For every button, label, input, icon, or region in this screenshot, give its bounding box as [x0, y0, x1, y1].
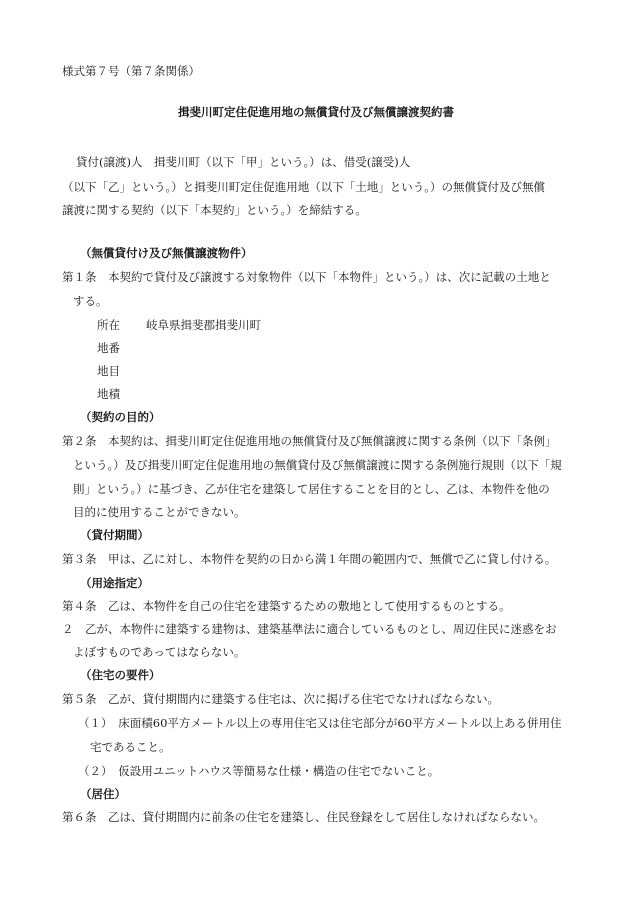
preamble-line-3: 譲渡に関する契約（以下「本契約」という。）を締結する。 [62, 203, 367, 217]
article-5-line-1: 第５条 乙が、貸付期間内に建築する住宅は、次に掲げる住宅でなければならない。 [62, 692, 499, 706]
section-heading-4: （用途指定） [80, 576, 149, 590]
section-heading-3: （貸付期間） [80, 528, 149, 542]
property-category-label: 地目 [97, 364, 120, 378]
form-number-label: 様式第７号（第７条関係） [62, 64, 200, 78]
article-4-paragraph-2-line-2: よぼすものであってはならない。 [73, 645, 246, 659]
article-2-line-4: 目的に使用することができない。 [73, 505, 246, 519]
property-location-label: 所在 [97, 318, 120, 332]
property-lot-label: 地番 [97, 341, 120, 355]
section-heading-1: （無償貸付け及び無償譲渡物件） [80, 246, 253, 260]
article-3-line-1: 第３条 甲は、乙に対し、本物件を契約の日から満１年間の範囲内で、無償で乙に貸し付ける。 [62, 552, 557, 566]
article-5-item-1-line-1: （１） 床面積60平方メートル以上の専用住宅又は住宅部分が60平方メートル以上ある併用住 [78, 716, 562, 730]
article-2-line-3: 則」という。）に基づき、乙が住宅を建築して居住することを目的とし、乙は、本物件を他の [73, 482, 550, 496]
preamble-line-2: （以下「乙」という。）と揖斐川町定住促進用地（以下「土地」という。）の無償貸付及び無償 [62, 180, 545, 194]
article-2-line-1: 第２条 本契約は、揖斐川町定住促進用地の無償貸付及び無償譲渡に関する条例（以下「条例」 [62, 434, 557, 448]
preamble-line-1: 貸付(譲渡)人 揖斐川町（以下「甲」という。）は、借受(譲受)人 [76, 155, 411, 169]
article-1-line-2: する。 [73, 294, 108, 308]
property-location-value: 岐阜県揖斐郡揖斐川町 [146, 318, 261, 332]
section-heading-2: （契約の目的） [80, 410, 161, 424]
document-title: 揖斐川町定住促進用地の無償貸付及び無償譲渡契約書 [178, 105, 454, 119]
section-heading-6: （居住） [80, 787, 126, 801]
article-2-line-2: という。）及び揖斐川町定住促進用地の無償貸付及び無償譲渡に関する条例施行規則（以下「規 [73, 458, 562, 472]
article-6-line-1: 第６条 乙は、貸付期間内に前条の住宅を建築し、住民登録をして居住しなければならない。 [62, 810, 545, 824]
article-5-item-2: （２） 仮設用ユニットハウス等簡易な仕様・構造の住宅でないこと。 [78, 764, 440, 778]
article-1-line-1: 第１条 本契約で貸付及び譲渡する対象物件（以下「本物件」という。）は、次に記載の土地と [62, 270, 551, 284]
article-5-item-1-line-2: 宅であること。 [90, 740, 171, 754]
article-4-paragraph-2-line-1: ２ 乙が、本物件に建築する建物は、建築基準法に適合しているものとし、周辺住民に迷惑をお [62, 622, 557, 636]
article-4-line-1: 第４条 乙は、本物件を自己の住宅を建築するための敷地として使用するものとする。 [62, 599, 511, 613]
property-area-label: 地積 [97, 387, 120, 401]
section-heading-5: （住宅の要件） [80, 668, 161, 682]
